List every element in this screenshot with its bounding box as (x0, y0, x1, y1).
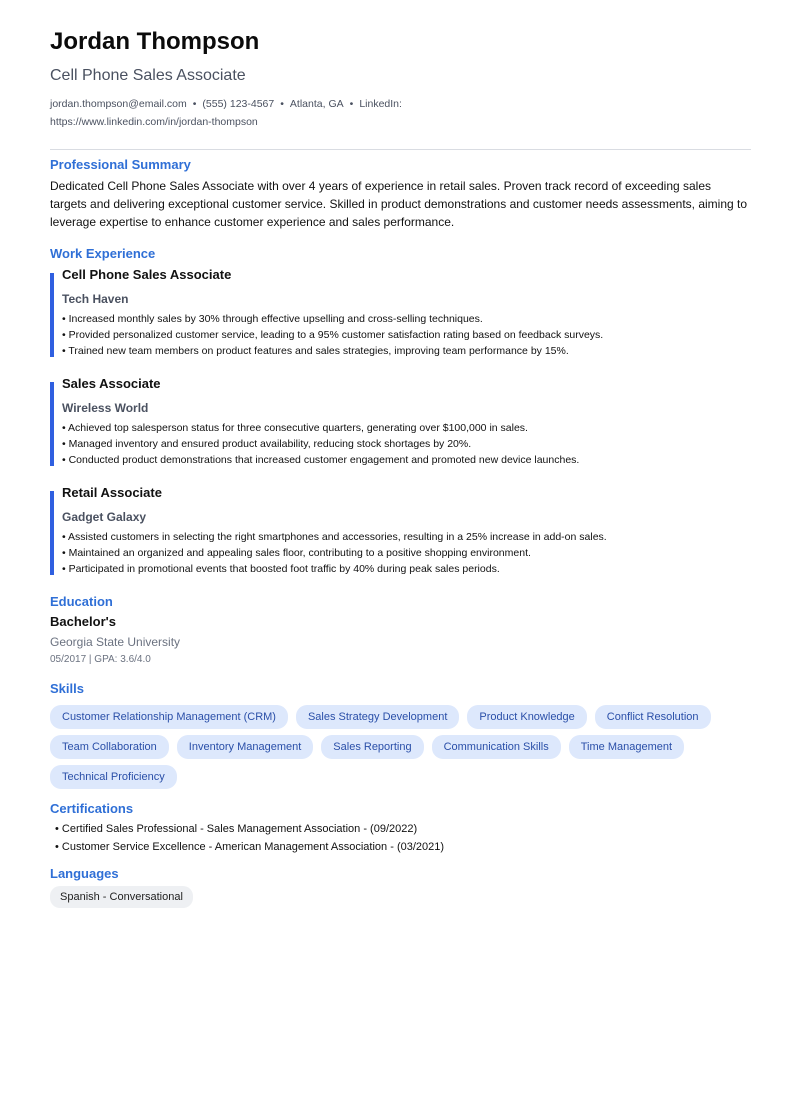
job-entry (50, 267, 751, 359)
contact-email[interactable]: jordan.thompson@email.com (50, 98, 187, 110)
job-company: Tech Haven (62, 292, 129, 306)
certifications-list (50, 820, 751, 856)
section-heading-certifications: Certifications (50, 801, 134, 816)
job-bullet: • Maintained an organized and appealing sales floor, contributing to a positive shopping environment. (62, 547, 531, 559)
skill-chip: Conflict Resolution (595, 705, 711, 729)
job-title: Retail Associate (62, 485, 162, 500)
experience-section (50, 246, 751, 577)
job-bullet: • Conducted product demonstrations that increased customer engagement and promoted new device launches. (62, 454, 580, 466)
skill-chip: Technical Proficiency (50, 765, 177, 789)
education-meta: 05/2017 | GPA: 3.6/4.0 (50, 654, 151, 665)
skill-chip: Customer Relationship Management (CRM) (50, 705, 288, 729)
contact-separator: • (192, 98, 197, 110)
job-bullet: • Trained new team members on product features and sales strategies, improving team performance by 15%. (62, 345, 569, 357)
job-bullet: • Assisted customers in selecting the right smartphones and accessories, resulting in a 25% increase in add-on sales. (62, 531, 607, 543)
contact-line (50, 95, 410, 131)
job-entry (50, 376, 751, 468)
section-heading-languages: Languages (50, 866, 119, 881)
candidate-name: Jordan Thompson (50, 28, 260, 55)
job-bullets (62, 420, 751, 468)
skill-chip: Inventory Management (177, 735, 314, 759)
language-chip: Spanish - Conversational (50, 886, 193, 908)
skill-chip: Communication Skills (432, 735, 561, 759)
skill-chip: Time Management (569, 735, 684, 759)
skills-section (50, 681, 751, 795)
job-company: Wireless World (62, 401, 149, 415)
education-school: Georgia State University (50, 635, 181, 649)
job-title: Cell Phone Sales Associate (62, 267, 232, 282)
candidate-title: Cell Phone Sales Associate (50, 67, 246, 84)
job-bullets (62, 529, 751, 577)
job-company: Gadget Galaxy (62, 510, 147, 524)
skill-chip: Sales Reporting (321, 735, 423, 759)
header-divider (50, 149, 751, 150)
skill-chip: Team Collaboration (50, 735, 169, 759)
certification-item: • Customer Service Excellence - American Management Association - (03/2021) (55, 841, 445, 853)
summary-section (50, 157, 751, 231)
certification-item: • Certified Sales Professional - Sales Management Association - (09/2022) (55, 823, 418, 835)
certifications-section (50, 801, 751, 856)
section-heading-education: Education (50, 594, 113, 609)
contact-phone: (555) 123-4567 (202, 98, 275, 110)
section-heading-skills: Skills (50, 681, 84, 696)
education-degree: Bachelor's (50, 614, 116, 629)
skill-chip: Product Knowledge (467, 705, 586, 729)
job-bullet: • Achieved top salesperson status for three consecutive quarters, generating over $100,000 in sales. (62, 422, 528, 434)
job-bullet: • Provided personalized customer service, leading to a 95% customer satisfaction rating based on feedback surveys. (62, 329, 604, 341)
skill-chip: Sales Strategy Development (296, 705, 459, 729)
job-bullet: • Managed inventory and ensured product availability, reducing stock shortages by 20%. (62, 438, 472, 450)
contact-linkedin-label: LinkedIn: (359, 98, 402, 110)
section-heading-experience: Work Experience (50, 246, 156, 261)
job-title: Sales Associate (62, 376, 161, 391)
job-bullet: • Participated in promotional events that boosted foot traffic by 40% during peak sales periods. (62, 563, 500, 575)
job-bullet: • Increased monthly sales by 30% through effective upselling and cross-selling techniques. (62, 313, 483, 325)
languages-section (50, 866, 751, 908)
contact-separator: • (280, 98, 284, 110)
contact-location: Atlanta, GA (289, 98, 344, 110)
contact-separator: • (349, 98, 354, 110)
skills-list (50, 705, 751, 795)
contact-linkedin-url[interactable]: https://www.linkedin.com/in/jordan-thompson (50, 116, 258, 128)
section-heading-summary: Professional Summary (50, 157, 191, 172)
education-section (50, 594, 751, 666)
job-entry (50, 485, 751, 577)
job-bullets (62, 311, 751, 359)
summary-text: Dedicated Cell Phone Sales Associate with over 4 years of experience in retail sales. Proven track record of exceeding sales targets and delivering exceptional customer service. Skilled in product demonstrations and customer needs assessments, aiming to leverage expertise to enhance customer experience and sales performance. (50, 179, 748, 229)
